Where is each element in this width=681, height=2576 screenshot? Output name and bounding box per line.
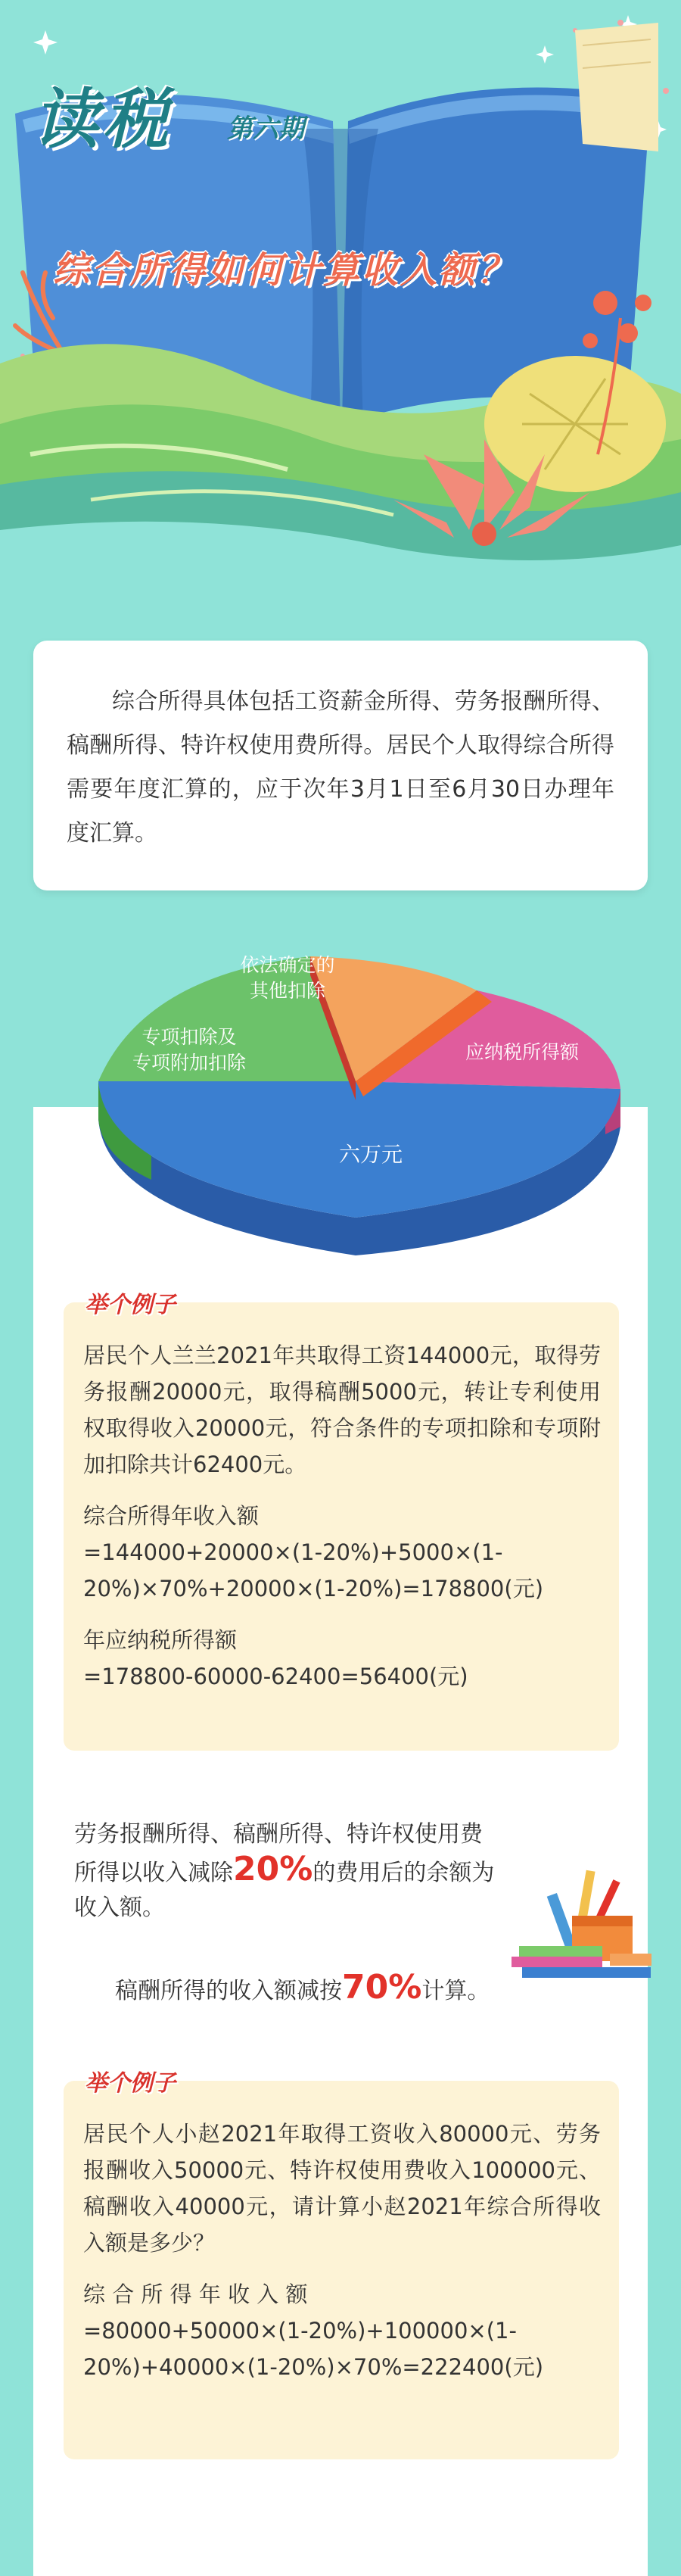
pie-label-sixty-thousand: 六万元 [338,1142,403,1167]
example-2-formula: =80000+50000×(1-20%)+100000×(1-20%)+40000×(1-20%)×70%=222400(元) [83,2318,544,2380]
note-line: 劳务报酬所得、稿酬所得、特许权使用费 [74,1821,483,1848]
issue-number: 第六期 [227,114,304,144]
hero-banner [0,0,681,651]
pie-chart [83,937,628,1271]
example-box-2 [64,2070,619,2459]
stationery-illustration [512,1848,655,1984]
pie-label-special-deductions [114,1024,265,1076]
note-deduction-rule [74,1817,528,1926]
note-text: 所得以收入减除 [74,1860,233,1886]
note-text: 计算。 [421,1978,490,2004]
example-1-taxable-title: 年应纳税所得额 [83,1627,238,1653]
intro-card [33,641,648,890]
pie-label-line: 依法确定的 [240,954,335,976]
pie-label-line: 专项附加扣除 [132,1052,246,1074]
pie-label-line: 专项扣除及 [141,1026,237,1048]
note-text: 稿酬所得的收入额减按 [115,1978,342,2004]
example-1-formula: =144000+20000×(1-20%)+5000×(1-20%)×70%+20000×(1-20%)=178800(元) [83,1539,544,1601]
pie-label-line: 其他扣除 [249,980,325,1002]
example-2-scenario: 居民个人小赵2021年取得工资收入80000元、劳务报酬收入50000元、特许权使用费收入100000元、稿酬收入40000元，请计算小赵2021年综合所得收入额是多少？ [83,2121,601,2256]
example-1-formula-title: 综合所得年收入额 [83,1503,260,1529]
example-tag: 举个例子 [85,2070,176,2097]
note-text: 的费用后的余额为 [313,1860,495,1886]
note-line [74,1852,528,1891]
pie-label-taxable-income: 应纳税所得额 [465,1041,579,1063]
pie-label-other-deductions [197,953,378,1004]
note-highlight: 20% [233,1850,313,1888]
example-2-formula-title: 综 合 所 得 年 收 入 额 [83,2281,308,2307]
example-tag: 举个例子 [85,1292,176,1318]
note-highlight: 70% [342,1968,422,2007]
note-line: 收入额。 [74,1895,165,1921]
example-box-1 [64,1292,619,1751]
example-1-scenario: 居民个人兰兰2021年共取得工资144000元，取得劳务报酬20000元，取得稿酬5000元，转让专利使用权取得收入20000元，符合条件的专项扣除和专项附加扣除共计62400元。 [83,1343,601,1477]
hero-subtitle: 综合所得如何计算收入额？ [53,249,517,292]
hero-title: 读税 [33,82,173,157]
example-1-taxable-formula: =178800-60000-62400=56400(元) [83,1664,468,1689]
intro-text: 综合所得具体包括工资薪金所得、劳务报酬所得、稿酬所得、特许权使用费所得。居民个人取得综合所得需要年度汇算的，应于次年3月1日至6月30日办理年度汇算。 [67,688,614,847]
note-royalty-rule [115,1970,539,2009]
